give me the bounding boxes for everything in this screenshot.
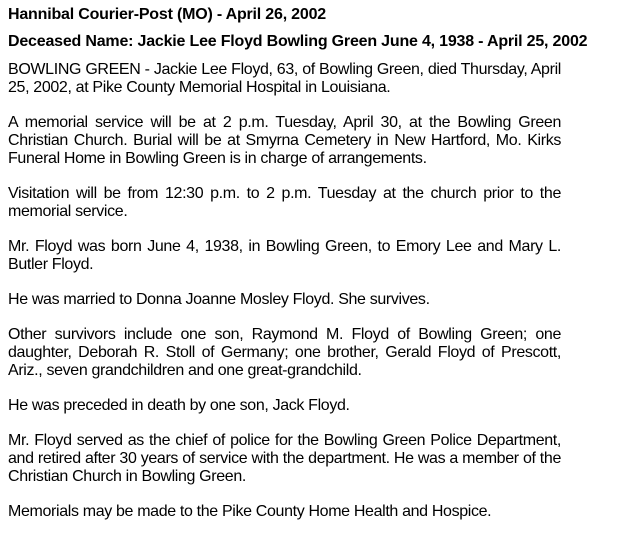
paragraph-memorials: Memorials may be made to the Pike County Home Health and Hospice. <box>8 503 492 520</box>
paragraph-visitation: Visitation will be from 12:30 p.m. to 2 p.m. Tuesday at the church prior to the memorial service. <box>8 185 561 220</box>
paragraph-death-notice: BOWLING GREEN - Jackie Lee Floyd, 63, of Bowling Green, died Thursday, April 25, 2002, at Pike County Memorial Hospital in Louisiana. <box>8 61 561 96</box>
paragraph-marriage: He was married to Donna Joanne Mosley Floyd. She survives. <box>8 291 430 308</box>
deceased-name-heading: Deceased Name: Jackie Lee Floyd Bowling Green June 4, 1938 - April 25, 2002 <box>8 33 588 50</box>
paragraph-career: Mr. Floyd served as the chief of police for the Bowling Green Police Department, and retired after 30 years of service with the department. He was a member of the Christian Church in Bowling Green. <box>8 432 561 485</box>
paragraph-birth: Mr. Floyd was born June 4, 1938, in Bowling Green, to Emory Lee and Mary L. Butler Floyd. <box>8 238 561 273</box>
paragraph-preceded-in-death: He was preceded in death by one son, Jack Floyd. <box>8 397 350 414</box>
newspaper-source-heading: Hannibal Courier-Post (MO) - April 26, 2002 <box>8 6 326 23</box>
paragraph-survivors: Other survivors include one son, Raymond M. Floyd of Bowling Green; one daughter, Deborah R. Stoll of Germany; one brother, Gerald Floyd of Prescott, Ariz., seven grandchildren and one great-grandchild. <box>8 326 561 379</box>
paragraph-memorial-service: A memorial service will be at 2 p.m. Tuesday, April 30, at the Bowling Green Christian Church. Burial will be at Smyrna Cemetery in New Hartford, Mo. Kirks Funeral Home in Bowling Green is in charge of arrangements. <box>8 114 561 167</box>
